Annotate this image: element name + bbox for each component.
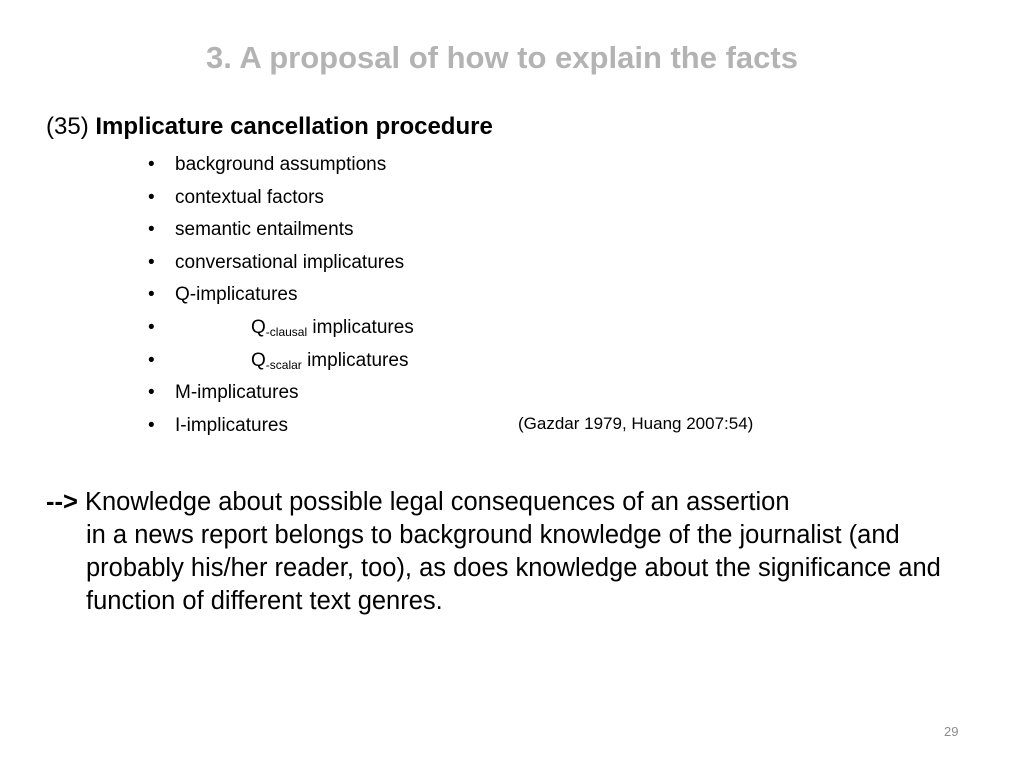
example-heading — [46, 113, 493, 141]
list-item: • I-implicatures — [148, 412, 414, 445]
bullet-icon: • — [148, 316, 155, 338]
bullet-icon: • — [148, 414, 155, 436]
list-item: • $Q_{-scalar}$ implicatures — [148, 347, 414, 380]
bullet-icon: • — [148, 219, 155, 241]
list-item: • contextual factors — [148, 184, 414, 217]
bullet-icon: • — [148, 284, 155, 306]
slide-title: 3. A proposal of how to explain the facts — [206, 40, 798, 75]
list-item: • M-implicatures — [148, 379, 414, 412]
bullet-icon: • — [148, 349, 155, 371]
bullet-icon: • — [148, 382, 155, 404]
bullet-icon: • — [148, 154, 155, 175]
bullet-list — [148, 151, 414, 444]
page-number: 29 — [944, 724, 959, 739]
list-item: • $Q_{-clausal}$ implicatures — [148, 314, 414, 347]
bullet-icon: • — [148, 186, 155, 208]
list-item: • Q-implicatures — [148, 281, 414, 314]
list-item: • conversational implicatures — [148, 249, 414, 282]
list-item: • semantic entailments — [148, 216, 414, 249]
conclusion-paragraph: --> Knowledge about possible legal consequences of an assertion in a news report belongs to background knowledge of the journalist (and probably his/her reader, too), as does knowledge about the significance and function of different text genres. — [46, 488, 941, 615]
arrow-icon: --> — [46, 488, 78, 516]
example-title: Implicature cancellation procedure — [95, 113, 493, 140]
bullet-icon: • — [148, 251, 155, 273]
citation: (Gazdar 1979, Huang 2007:54) — [518, 414, 754, 433]
example-number: (35) — [46, 113, 89, 140]
list-item: • background assumptions — [148, 151, 414, 184]
